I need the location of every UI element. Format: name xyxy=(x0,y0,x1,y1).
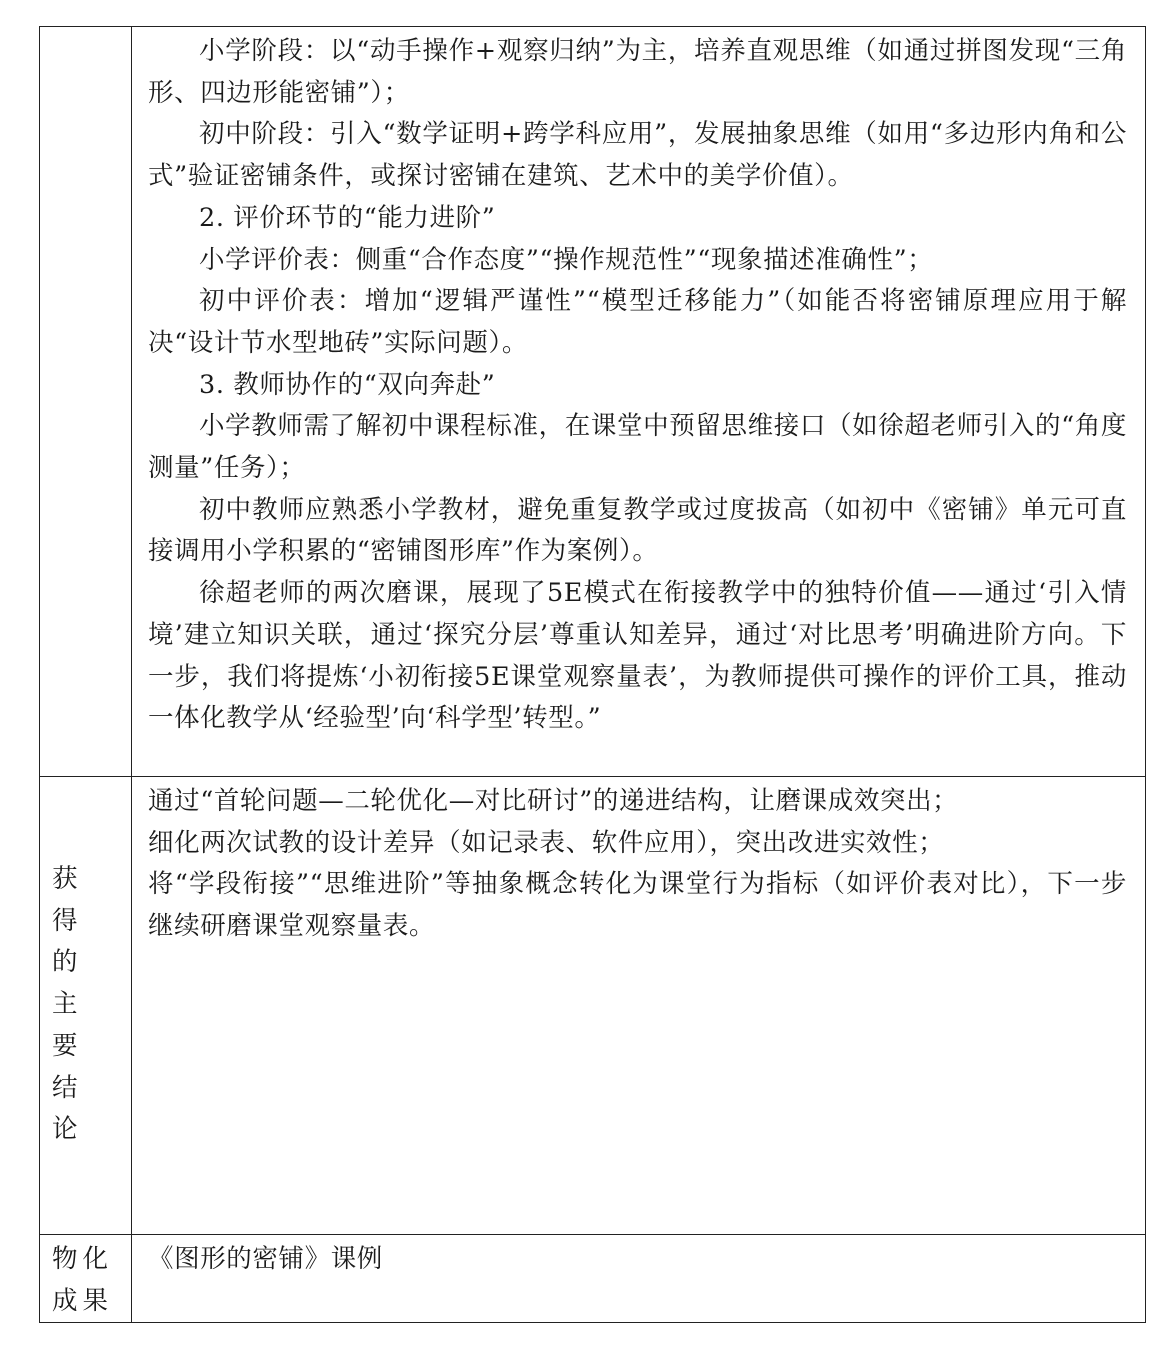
conclusions-label-cell xyxy=(40,777,132,1235)
section-heading: 2. 评价环节的“能力进阶” xyxy=(199,202,496,233)
paragraph: 《图形的密铺》课例 xyxy=(148,1244,383,1274)
paragraph: 通过“首轮问题—二轮优化—对比研讨”的递进结构，让磨课成效突出； xyxy=(148,786,959,816)
outcomes-content xyxy=(132,1235,1145,1281)
conclusions-content xyxy=(132,777,1145,948)
paragraph: 初中教师应熟悉小学教材，避免重复教学或过度拔高（如初中《密铺》单元可直接调用小学积累的“密铺图形库”作为案例）。 xyxy=(148,494,1127,567)
paragraph: 初中评价表：增加“逻辑严谨性”“模型迁移能力”（如能否将密铺原理应用于解决“设计节水型地砖”实际问题）。 xyxy=(148,286,1127,358)
label-char: 得 xyxy=(52,905,78,936)
conclusions-content-cell xyxy=(132,777,1146,1235)
paragraph: 小学评价表：侧重“合作态度”“操作规范性”“现象描述准确性”； xyxy=(199,244,934,275)
label-char: 结 xyxy=(52,1072,78,1103)
outcomes-row xyxy=(40,1235,1146,1323)
label-line: 物化 xyxy=(52,1244,114,1274)
outcomes-label-cell xyxy=(40,1235,132,1323)
label-char: 获 xyxy=(52,864,78,894)
label-char: 主 xyxy=(52,989,78,1020)
paragraph: 细化两次试教的设计差异（如记录表、软件应用），突出改进实效性； xyxy=(148,827,945,858)
label-char: 要 xyxy=(52,1030,78,1061)
conclusions-label xyxy=(40,777,131,1151)
paragraph: 小学教师需了解初中课程标准，在课堂中预留思维接口（如徐超老师引入的“角度测量”任务）； xyxy=(148,411,1127,484)
outcomes-content-cell xyxy=(132,1235,1146,1323)
label-char: 的 xyxy=(52,947,78,978)
paragraph: 小学阶段：以“动手操作+观察归纳”为主，培养直观思维（如通过拼图发现“三角形、四边形能密铺”）； xyxy=(148,36,1127,108)
process-content-cell xyxy=(132,27,1146,777)
section-heading: 3. 教师协作的“双向奔赴” xyxy=(199,369,496,400)
process-row xyxy=(40,27,1146,777)
paragraph: 徐超老师的两次磨课，展现了5E模式在衔接教学中的独特价值——通过‘引入情境’建立知识关联，通过‘探究分层’尊重认知差异，通过‘对比思考’明确进阶方向。下一步，我们将提炼‘小初衔接5E课堂观察量表’，为教师提供可操作的评价工具，推动一体化教学从‘经验型’向‘科学型’转型。” xyxy=(148,578,1127,734)
report-table xyxy=(39,26,1146,1323)
paragraph: 初中阶段：引入“数学证明+跨学科应用”，发展抽象思维（如用“多边形内角和公式”验证密铺条件，或探讨密铺在建筑、艺术中的美学价值）。 xyxy=(148,119,1127,192)
label-char: 论 xyxy=(52,1114,78,1145)
process-content xyxy=(132,27,1145,740)
process-label-cell xyxy=(40,27,132,777)
conclusions-row xyxy=(40,777,1146,1235)
paragraph: 将“学段衔接”“思维进阶”等抽象概念转化为课堂行为指标（如评价表对比），下一步继续研磨课堂观察量表。 xyxy=(148,869,1127,942)
label-line: 成果 xyxy=(52,1285,114,1316)
outcomes-label xyxy=(40,1235,131,1322)
